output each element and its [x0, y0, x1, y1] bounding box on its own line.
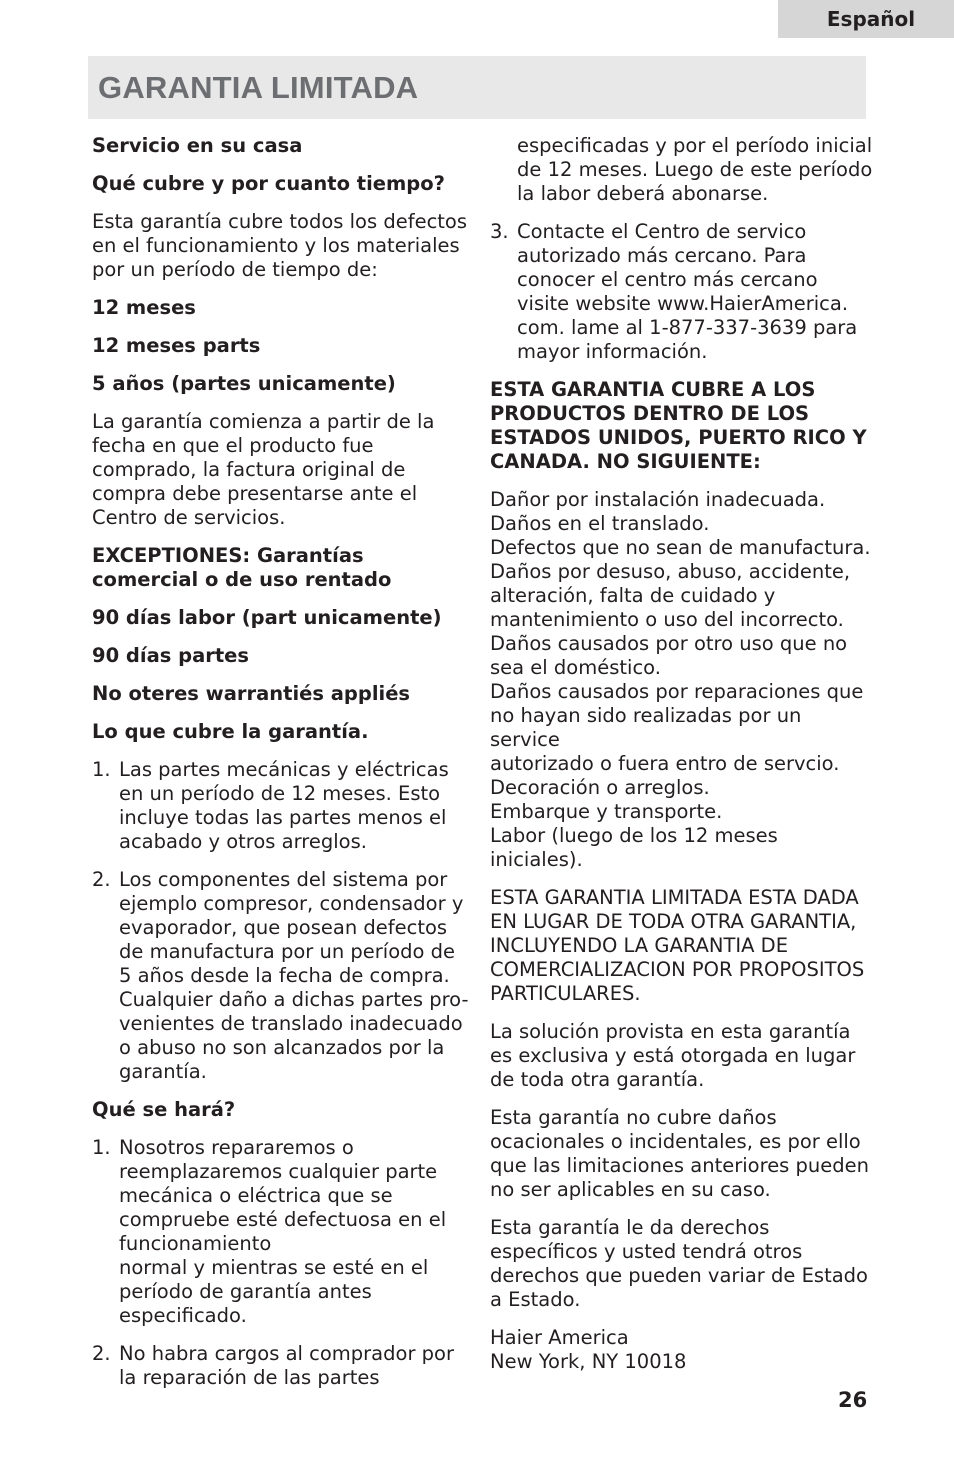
term-no-other: No oteres warrantiés appliés	[92, 682, 411, 705]
heading-what-covers: Lo que cubre la garantía.	[92, 720, 369, 743]
paragraph-limited: ESTA GARANTIA LIMITADA ESTA DADA EN LUGAR DE TODA OTRA GARANTIA, INCLUYENDO LA GARANTIA DE COMERCIALIZACION POR PROPOSITOS PARTICULARES.	[490, 886, 865, 1005]
title-bar	[88, 56, 866, 119]
list-text: Los componentes del sistema por ejemplo compresor, condensador y evaporador, que posean defectos de manufactura por un período de 5 años desde la fecha de compra. Cualquier daño a dichas partes pro-venientes de translado inadecuado o abuso no son alcanzados por la garantía.	[119, 868, 469, 1083]
list-text-part: normal y mientras se esté en el período de garantía antes especificado.	[119, 1256, 429, 1327]
list-text	[119, 1136, 472, 1328]
not-covered-item: Dañor por instalación inadecuada.	[490, 488, 826, 511]
list-number: 2.	[92, 1342, 111, 1365]
list-item	[92, 758, 472, 854]
company-name: Haier America	[490, 1326, 629, 1349]
term-90-labor: 90 días labor (part unicamente)	[92, 606, 442, 629]
language-tab: Español	[778, 0, 954, 38]
term-5-years: 5 años (partes unicamente)	[92, 372, 396, 395]
not-covered-item: Embarque y transporte.	[490, 800, 723, 823]
list-text: No habra cargos al comprador por la reparación de las partes	[119, 1342, 454, 1389]
heading-exceptions: EXCEPTIONES: Garantías comercial o de uso rentado	[92, 544, 392, 591]
list-number-spacer	[490, 134, 517, 206]
list-number: 3.	[490, 220, 509, 243]
list-number: 2.	[92, 868, 111, 891]
term-90-parts: 90 días partes	[92, 644, 250, 667]
not-covered-item: Daños causados por otro uso que no sea el doméstico.	[490, 632, 848, 679]
list-text: Contacte el Centro de servico autorizado más cercano. Para conocer el centro más cercano visite website www.HaierAmerica. com. lame al 1-877-337-3639 para mayor información.	[517, 220, 858, 363]
paragraph-coverage: Esta garantía cubre todos los defectos en el funcionamiento y los materiales por un período de tiempo de:	[92, 210, 468, 281]
list-item	[92, 1342, 472, 1390]
list-number: 1.	[92, 758, 111, 781]
term-12-months: 12 meses	[92, 296, 196, 319]
page-number: 26	[838, 1388, 868, 1412]
list-item	[92, 868, 472, 1084]
paragraph-start: La garantía comienza a partir de la fecha en que el producto fue comprado, la factura original de compra debe presentarse ante el Centro de servicios.	[92, 410, 435, 529]
not-covered-item: Daños en el translado.	[490, 512, 710, 535]
right-column	[490, 134, 874, 1374]
list-text-part: Nosotros repararemos o reemplazaremos cualquier parte mecánica o eléctrica que se compruebe esté defectuosa en el funcionamiento	[119, 1136, 447, 1255]
list-text: Las partes mecánicas y eléctricas en un período de 12 meses. Esto incluye todas las partes menos el acabado y otros arreglos.	[119, 758, 449, 853]
paragraph-rights: Esta garantía le da derechos específicos y usted tendrá otros derechos que pueden variar de Estado a Estado.	[490, 1216, 868, 1311]
paragraph-no-damage: Esta garantía no cubre daños ocacionales o incidentales, es por ello que las limitaciones anteriores pueden no ser aplicables en su caso.	[490, 1106, 870, 1201]
not-covered-item: Defectos que no sean de manufactura.	[490, 536, 871, 559]
company-address: New York, NY 10018	[490, 1350, 687, 1373]
not-covered-item: autorizado o fuera entro de servcio.	[490, 752, 840, 775]
list-item-continued	[490, 134, 874, 206]
heading-coverage: Qué cubre y por cuanto tiempo?	[92, 172, 445, 195]
not-covered-list	[490, 488, 874, 872]
not-covered-item: Daños causados por reparaciones que no hayan sido realizadas por un service	[490, 680, 864, 751]
list-number: 1.	[92, 1136, 111, 1159]
list-item	[92, 1136, 472, 1328]
not-covered-item: Decoración o arreglos.	[490, 776, 710, 799]
list-item	[490, 220, 874, 364]
address-block	[490, 1326, 874, 1374]
heading-service: Servicio en su casa	[92, 134, 303, 157]
left-column	[92, 134, 472, 1404]
page-title: GARANTIA LIMITADA	[98, 69, 419, 105]
not-covered-item: Labor (luego de los 12 meses iniciales).	[490, 824, 778, 871]
heading-what-done: Qué se hará?	[92, 1098, 236, 1121]
heading-covers-products: ESTA GARANTIA CUBRE A LOS PRODUCTOS DENTRO DE LOS ESTADOS UNIDOS, PUERTO RICO Y CANADA. NO SIGUIENTE:	[490, 378, 867, 473]
term-12-months-parts: 12 meses parts	[92, 334, 261, 357]
list-text: especificadas y por el período inicial de 12 meses. Luego de este período la labor deberá abonarse.	[517, 134, 873, 205]
not-covered-item: Daños por desuso, abuso, accidente, alteración, falta de cuidado y mantenimiento o uso del incorrecto.	[490, 560, 851, 631]
paragraph-solution: La solución provista en esta garantía es exclusiva y está otorgada en lugar de toda otra garantía.	[490, 1020, 856, 1091]
